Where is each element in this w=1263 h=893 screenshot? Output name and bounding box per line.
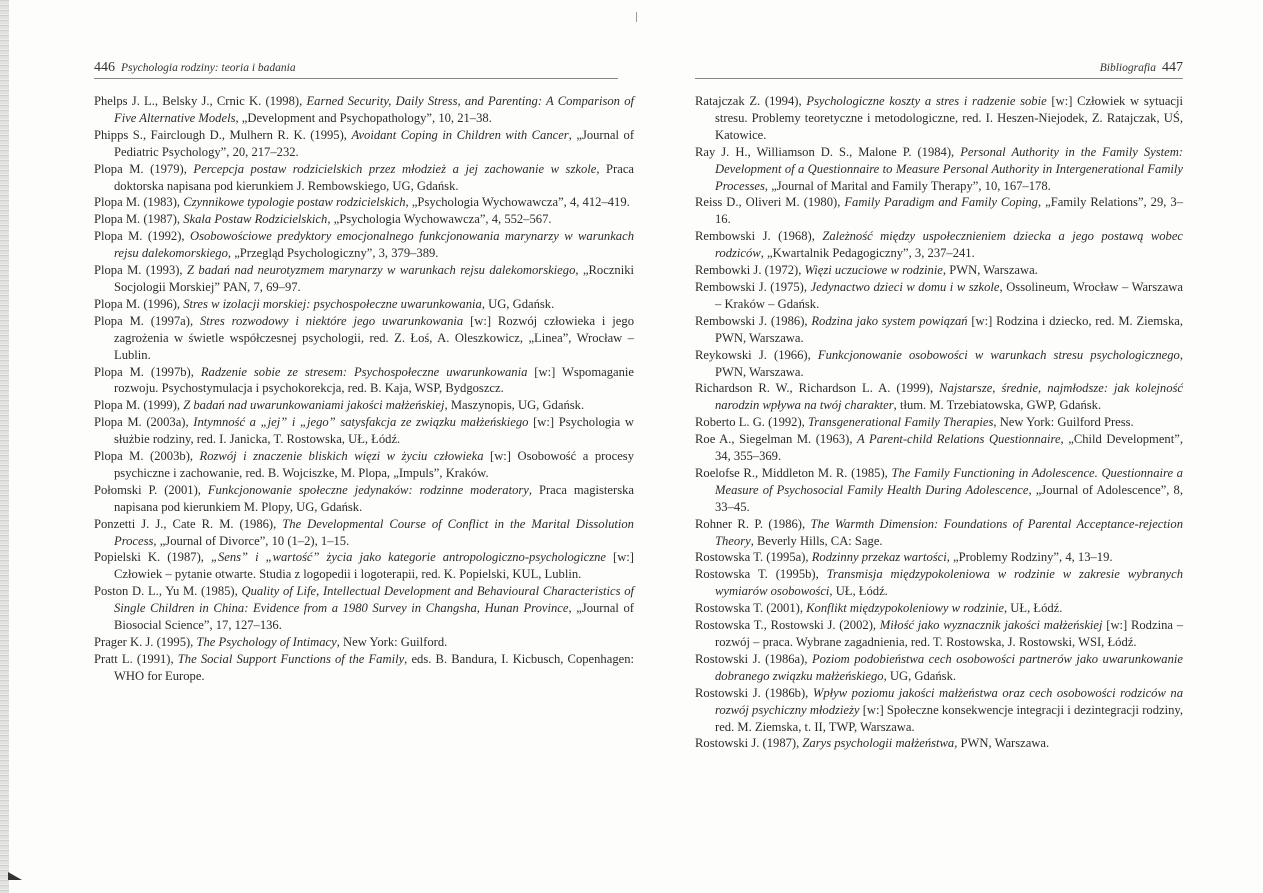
reference-details: , Praca magisterska napisana pod kierunkiem M. Plopy, UG, Gdańsk. [114,482,634,514]
reference-title: Więzi uczuciowe w rodzinie [804,263,943,278]
reference-authors: Ray J. H., Williamson D. S., Malone P. (1984), [695,144,961,159]
reference-title: Stres rozwodowy i niektóre jego uwarunkowania [200,313,464,328]
reference-title: Psychologiczne koszty a stres i radzenie sobie [806,94,1047,108]
reference-title: Konflikt międzypokoleniowy w rodzinie [806,601,1004,616]
reference-authors: Roberto L. G. (1992), [695,415,808,430]
reference-entry [695,617,1183,651]
reference-title: Quality of Life, Intellectual Development and Behavioural Characteristics of Single Children in China: Evidence from a 1980 Survey in Changsha, Hunan Province [114,584,634,616]
right-page [695,60,1183,752]
reference-details: , „Journal of Biosocial Science”, 17, 127–136. [114,601,634,633]
reference-authors: Phipps S., Fairclough D., Mulhern R. K. (1995), [94,127,352,142]
reference-authors: Ratajczak Z. (1994), [695,94,807,108]
reference-title: The Family Functioning in Adolescence. Questionnaire a Measure of Psychosocial Family Health During Adolescence [715,465,1183,497]
reference-title: Zależność między uspołecznieniem dziecka a jego postawą wobec rodziców [715,229,1184,261]
reference-authors: Plopa M. (1983), [94,195,184,210]
reference-details: , „Development and Psychopathology”, 10, 21–38. [235,110,492,125]
reference-authors: Rembowki J. (1972), [695,263,805,278]
reference-entry [94,127,634,161]
reference-title: Transmisja międzypokoleniowa w rodzinie w zakresie wybranych wymiarów osobowości [715,567,1184,599]
reference-details: [w:] Społeczne konsekwencje integracji i dezintegracji rodziny, red. M. Ziemska, t. II, TWP, Warszawa. [715,702,1184,734]
reference-title: Czynnikowe typologie postaw rodzicielskich [183,195,406,210]
reference-entry [695,566,1183,600]
reference-authors: Plopa M. (1993), [94,263,187,278]
reference-authors: Rohner R. P. (1986), [695,516,811,531]
reference-title: „Sens” i „wartość” życia jako kategorie antropologiczno-psychologiczne [210,550,606,565]
reference-authors: Roe A., Siegelman M. (1963), [695,432,858,447]
reference-details: , „Journal of Adolescence”, 8, 33–45. [715,482,1183,514]
reference-details: , PWN, Warszawa. [954,736,1050,751]
reference-details: , „Journal of Pediatric Psychology”, 20, 217–232. [114,127,635,159]
reference-authors: Połomski P. (2001), [94,482,208,497]
reference-entry [695,414,1183,431]
reference-authors: Rostowska T. (1995b), [695,567,827,582]
reference-entry [94,296,634,313]
reference-title: Personal Authority in the Family System: Development of a Questionnaire to Measure Personal Authority in Intergenerational Family Processes [715,144,1184,193]
reference-entry [695,279,1183,313]
reference-authors: Poston D. L., Yu M. (1985), [94,584,242,599]
reference-entry [695,194,1183,228]
reference-details: , tłum. M. Trzebiatowska, GWP, Gdańsk. [893,398,1102,413]
reference-details: [w:] Rodzina – rozwój – praca. Wybrane zagadnienia, red. T. Rostowska, J. Rostowski, WSI, Łódź. [715,618,1183,649]
reference-details: , PWN, Warszawa. [942,263,1038,278]
reference-details: , „Problemy Rodziny”, 4, 13–19. [946,550,1113,565]
reference-entry [695,347,1183,381]
reference-authors: Rostowska T. (1995a), [695,550,812,565]
reference-authors: Plopa M. (2003b), [94,449,200,464]
reference-authors: Richardson R. W., Richardson L. A. (1999), [695,381,940,396]
reference-details: , „Journal of Divorce”, 10 (1–2), 1–15. [153,533,350,548]
reference-entry [695,516,1183,550]
scan-edge [0,0,9,893]
reference-title: Stres w izolacji morskiej: psychospołeczne uwarunkowania [183,296,482,311]
reference-authors: Plopa M. (1992), [94,229,190,244]
reference-title: The Warmth Dimension: Foundations of Parental Acceptance-rejection Theory [715,516,1183,548]
reference-entry [94,414,634,448]
reference-authors: Roelofse R., Middleton M. R. (1985), [695,465,892,480]
reference-title: The Developmental Course of Conflict in the Marital Dissolution Process [114,516,634,548]
reference-title: Poziom podobieństwa cech osobowości partnerów jako uwarunkowanie dobranego związku małżeńskiego [715,651,1183,683]
reference-entry [695,735,1183,752]
right-page-header [695,60,1183,79]
reference-details: [w:] Wspomaganie rozwoju. Psychostymulacja i psychokorekcja, red. B. Kaja, WSP, Bydgoszcz. [114,364,635,396]
reference-entry [94,228,634,262]
reference-details: , Ossolineum, Wrocław – Warszawa – Kraków – Gdańsk. [715,279,1183,311]
reference-details: [w:] Człowiek – pytanie otwarte. Studia z logopedii i logoterapii, red. K. Popielski, KUL, Lublin. [114,550,634,582]
reference-authors: Reykowski J. (1966), [695,347,818,362]
reference-title: Avoidant Coping in Children with Cancer [351,127,569,142]
reference-title: Rodzina jako system powiązań [811,313,968,328]
reference-entry [94,583,634,634]
reference-title: Transgenerational Family Therapies [807,415,994,430]
reference-authors: Plopa M. (1997a), [94,313,200,328]
reference-title: Zarys psychologii małżeństwa [802,736,955,751]
reference-details: , Beverly Hills, CA: Sage. [750,533,883,548]
reference-entry [695,549,1183,566]
reference-entry [94,634,634,651]
reference-title: A Parent-child Relations Questionnaire [857,432,1061,447]
reference-authors: Rostowska T. (2001), [695,601,807,616]
reference-details: , UG, Gdańsk. [481,296,555,311]
reference-title: The Psychology of Intimacy [196,635,337,649]
reference-entry [695,144,1183,195]
reference-title: Z badań nad neurotyzmem marynarzy w warunkach rejsu dalekomorskiego [187,263,576,278]
reference-entry [94,651,634,685]
reference-details: , „Psychologia Wychowawcza”, 4, 412–419. [405,195,630,210]
reference-title: Miłość jako wyznacznik jakości małżeńskiej [879,618,1103,633]
reference-entry [695,262,1183,279]
reference-entry [94,211,634,228]
reference-details: , PWN, Warszawa. [715,347,1184,379]
reference-title: Wpływ poziomu jakości małżeństwa oraz cech osobowości rodziców na rozwój psychiczny młodzieży [715,685,1184,717]
reference-title: Jedynactwo dzieci w domu i w szkole [810,279,1000,294]
reference-details: , UG, Gdańsk. [883,668,957,683]
reference-entry [695,313,1183,347]
reference-details: , UŁ, Łódź. [1004,601,1063,616]
left-page [94,60,634,685]
reference-authors: Plopa M. (1996), [94,296,184,311]
reference-details: , Praca doktorska napisana pod kierunkiem J. Rembowskiego, UG, Gdańsk. [114,161,635,193]
reference-title: Rodzinny przekaz wartości [811,550,947,565]
reference-authors: Plopa M. (1997b), [94,364,201,379]
reference-details: , „Przegląd Psychologiczny”, 3, 379–389. [227,246,439,261]
reference-title: Earned Security, Daily Stress, and Parenting: A Comparison of Five Alternative Models [114,94,634,125]
reference-details: [w:] Osobowość a procesy psychiczne i zachowanie, red. B. Wojciszke, M. Plopa, „Impuls”, Kraków. [114,449,634,480]
reference-title: Intymność a „jej” i „jego” satysfakcja ze związku małżeńskiego [193,415,529,430]
reference-entry [94,549,634,583]
reference-entry [94,448,634,482]
reference-title: Rozwój i znaczenie bliskich więzi w życiu człowieka [199,449,484,464]
reference-details: , New York: Guilford. [336,635,448,649]
left-page-header [94,60,618,79]
reference-entry [94,93,634,127]
reference-entry [695,465,1183,516]
reference-title: Funkcjonowanie osobowości w warunkach stresu psychologicznego [817,347,1180,362]
reference-authors: Phelps J. L., Belsky J., Crnic K. (1998), [94,94,307,108]
reference-authors: Rembowski J. (1968), [695,229,823,244]
reference-details: , „Child Development”, 34, 355–369. [715,432,1183,464]
reference-entry [94,397,634,414]
reference-details: , „Roczniki Socjologii Morskiej” PAN, 7, 69–97. [114,263,634,294]
reference-entry [94,313,634,364]
reference-entry [94,194,634,211]
gutter-mark [636,12,637,22]
reference-details: [w:] Psychologia w służbie rodziny, red. I. Janicka, T. Rostowska, UŁ, Łódź. [114,415,635,447]
reference-authors: Reiss D., Oliveri M. (1980), [695,195,845,210]
reference-title: Funkcjonowanie społeczne jedynaków: rodzinne moderatory [207,482,529,497]
reference-title: Z badań nad uwarunkowaniami jakości małżeńskiej [183,398,445,413]
reference-authors: Rostowski J. (1987), [695,736,803,751]
reference-entry [94,161,634,195]
reference-details: , Maszynopis, UG, Gdańsk. [444,398,585,413]
reference-title: Family Paradigm and Family Coping [844,195,1038,210]
page-number: 447 [1162,60,1183,75]
reference-authors: Prager K. J. (1995), [94,635,197,649]
reference-authors: Plopa M. (2003a), [94,415,194,430]
reference-title: Radzenie sobie ze stresem: Psychospołeczne uwarunkowania [200,364,528,379]
reference-details: , „Psychologia Wychowawcza”, 4, 552–567. [327,212,552,227]
reference-entry [94,364,634,398]
reference-entry [695,685,1183,736]
reference-details: , „Family Relations”, 29, 3–16. [715,195,1183,227]
reference-authors: Plopa M. (1987), [94,212,184,227]
reference-details: [w:] Człowiek w sytuacji stresu. Problemy teoretyczne i metodologiczne, red. I. Heszen-Niejodek, Z. Ratajczak, UŚ, Katowice. [715,94,1184,142]
reference-title: Skala Postaw Rodzicielskich [183,212,328,227]
page-number: 446 [94,60,115,75]
reference-title: Percepcja postaw rodzicielskich przez młodzież a jej zachowanie w szkole [193,161,597,176]
reference-title: Najstarsze, średnie, najmłodsze: jak kolejność narodzin wpływa na twój charakter [715,381,1183,413]
reference-details: , New York: Guilford Press. [993,415,1134,430]
reference-entry [695,380,1183,414]
reference-entry [695,651,1183,685]
reference-list [695,93,1183,752]
reference-entry [94,262,634,296]
reference-authors: Rostowski J. (1986b), [695,685,813,700]
reference-entry [94,482,634,516]
reference-entry [94,516,634,550]
reference-details: , „Journal of Marital and Family Therapy”, 10, 167–178. [764,178,1051,193]
running-title: Bibliografia [1099,62,1156,74]
reference-authors: Rostowska T., Rostowski J. (2002), [695,618,880,633]
reference-authors: Rembowski J. (1986), [695,313,812,328]
reference-entry [695,431,1183,465]
reference-authors: Plopa M. (1979), [94,161,194,176]
reference-entry [695,93,1183,144]
reference-list [94,93,634,685]
reference-details: [w:] Rodzina i dziecko, red. M. Ziemska, PWN, Warszawa. [715,313,1183,345]
running-title: Psychologia rodziny: teoria i badania [121,62,296,74]
reference-details: , UŁ, Łódź. [829,584,888,599]
reference-authors: Ponzetti J. J., Cate R. M. (1986), [94,516,283,531]
reference-authors: Pratt L. (1991), [94,651,178,666]
reference-details: , „Kwartalnik Pedagogiczny”, 3, 237–241. [760,246,975,261]
reference-authors: Popielski K. (1987), [94,550,211,565]
reference-authors: Rostowski J. (1986a), [695,651,812,666]
reference-details: , eds. B. Bandura, I. Kicbusch, Copenhagen: WHO for Europe. [114,651,635,683]
reference-title: Osobowościowe predyktory emocjonalnego funkcjonowania marynarzy w warunkach rejsu dalekomorskiego [114,229,634,261]
reference-entry [695,228,1183,262]
reference-entry [695,600,1183,617]
reference-authors: Rembowski J. (1975), [695,279,811,294]
corner-mark [8,872,22,880]
reference-authors: Plopa M. (1999), [94,398,184,413]
reference-title: The Social Support Functions of the Family [177,651,405,666]
reference-details: [w:] Rozwój człowieka i jego zagrożenia w świetle współczesnej psychologii, red. Z. Łoś, A. Oleszkowicz, „Linea”, Wrocław – Lublin. [114,313,634,362]
